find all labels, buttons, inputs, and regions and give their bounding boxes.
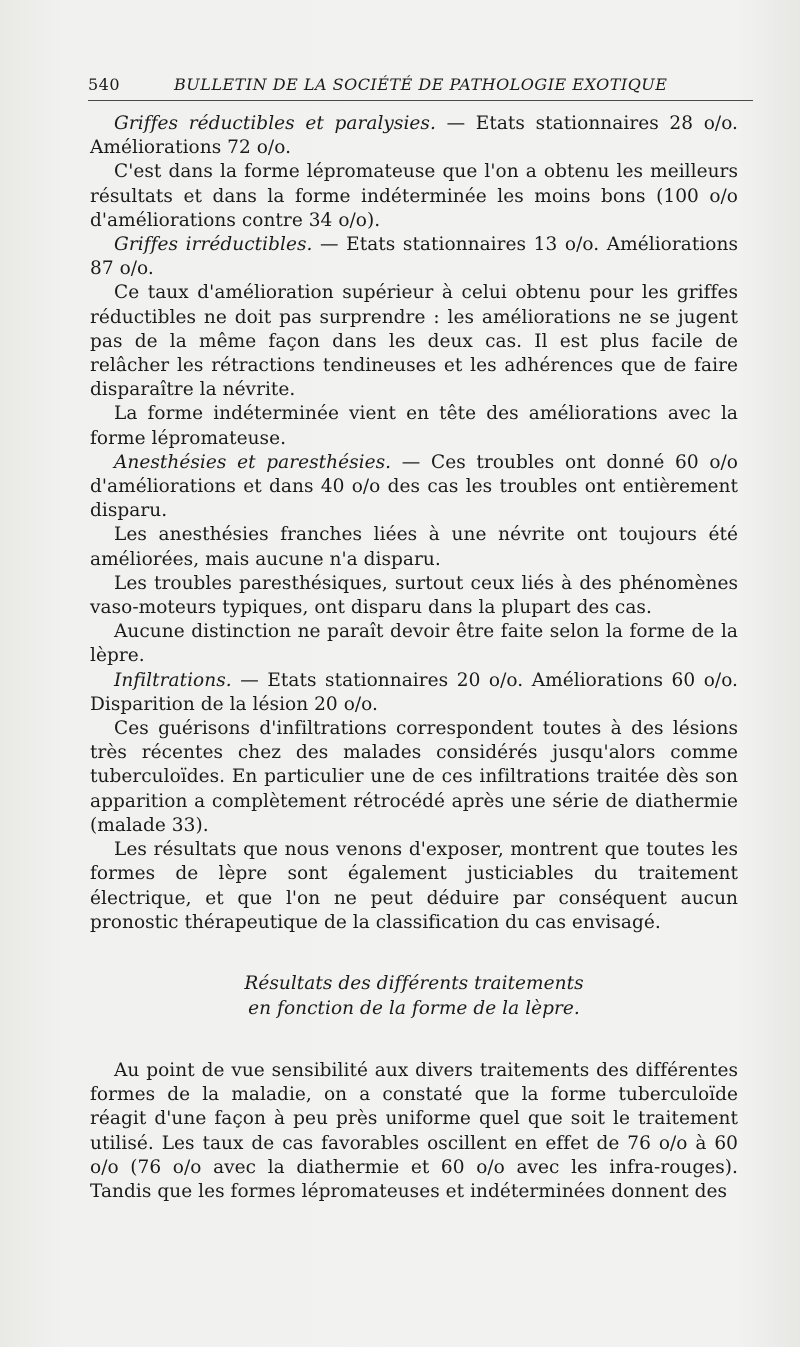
paragraph-text: C'est dans la forme lépromateuse que l'on a obtenu les meilleurs résultats et dans la forme indéterminée les moins bons (100 o/o d'améliorations contre 34 o/o).	[90, 161, 738, 231]
paragraph-text: Aucune distinction ne paraît devoir être faite selon la forme de la lèpre.	[90, 621, 738, 667]
paragraph-text: — Ces troubles ont donné 60 o/o d'améliorations et dans 40 o/o des cas les troubles ont entièrement disparu.	[90, 451, 738, 522]
header-rule	[88, 100, 753, 101]
paragraph-text: — Etats stationnaires 28 o/o. Améliorations 72 o/o.	[90, 113, 738, 159]
paragraph	[90, 402, 738, 450]
paragraph	[90, 838, 738, 935]
subheading-infiltrations: Infiltrations.	[114, 669, 232, 691]
subheading-griffes-irreductibles: Griffes irréductibles.	[114, 234, 313, 256]
paragraph	[90, 717, 738, 838]
paragraph-text: Au point de vue sensibilité aux divers traitements des différentes formes de la maladie, on a constaté que la forme tuberculoïde réagit d'une façon à peu près uniforme quel que soit le traitement utilisé. Les taux de cas favorables oscillent en effet de 76 o/o à 60 o/o (76 o/o avec la diathermie et 60 o/o avec les infra-rouges). Tandis que les formes lépromateuses et indéterminées donnent des	[90, 1059, 738, 1202]
paragraph-text: Les anesthésies franches liées à une névrite ont toujours été améliorées, mais aucune n'a disparu.	[90, 524, 738, 570]
running-head	[88, 72, 748, 98]
article-body	[90, 112, 738, 1204]
paragraph-final	[90, 1059, 738, 1204]
paragraph	[90, 572, 738, 620]
paragraph	[90, 523, 738, 571]
paragraph	[90, 620, 738, 668]
paragraph-text: — Etats stationnaires 13 o/o. Améliorations 87 o/o.	[90, 234, 738, 280]
paragraph-anesthesies	[90, 451, 738, 524]
paragraph-text: Ce taux d'amélioration supérieur à celui obtenu pour les griffes réductibles ne doit pas surprendre : les améliorations ne se jugent pas de la même façon dans les deux cas. Il est plus facile de relâcher les rétractions tendineuses et les adhérences que de faire disparaître la névrite.	[90, 282, 738, 401]
paragraph-text: Ces guérisons d'infiltrations correspondent toutes à des lésions très récentes chez des malades considérés jusqu'alors comme tuberculoïdes. En particulier une de ces infiltrations traitée dès son apparition a complètement rétrocédé après une série de diathermie (malade 33).	[90, 718, 738, 836]
paragraph-text: La forme indéterminée vient en tête des améliorations avec la forme lépromateuse.	[90, 403, 738, 449]
paragraph-infiltrations	[90, 669, 738, 717]
page-number: 540	[88, 75, 121, 94]
journal-title: BULLETIN DE LA SOCIÉTÉ DE PATHOLOGIE EXOTIQUE	[174, 75, 668, 94]
paragraph	[90, 281, 738, 402]
paragraph-text: Les troubles paresthésiques, surtout ceux liés à des phénomènes vaso-moteurs typiques, ont disparu dans la plupart des cas.	[90, 572, 738, 619]
section-heading-line-2: en fonction de la forme de la lèpre.	[248, 997, 580, 1019]
paragraph	[90, 160, 738, 233]
paragraph-text: — Etats stationnaires 20 o/o. Améliorations 60 o/o. Disparition de la lésion 20 o/o.	[90, 669, 738, 715]
subheading-anesthesies: Anesthésies et paresthésies.	[114, 451, 392, 473]
paragraph-griffes-irreductibles	[90, 233, 738, 281]
subheading-griffes-reductibles: Griffes réductibles et paralysies.	[114, 113, 436, 134]
section-heading-line-1: Résultats des différents traitements	[244, 972, 584, 994]
paragraph-griffes-reductibles	[90, 112, 738, 160]
section-heading	[90, 971, 738, 1021]
paragraph-text: Les résultats que nous venons d'exposer, montrent que toutes les formes de lèpre sont également justiciables du traitement électrique, et que l'on ne peut déduire par conséquent aucun pronostic thérapeutique de la classification du cas envisagé.	[90, 839, 738, 933]
